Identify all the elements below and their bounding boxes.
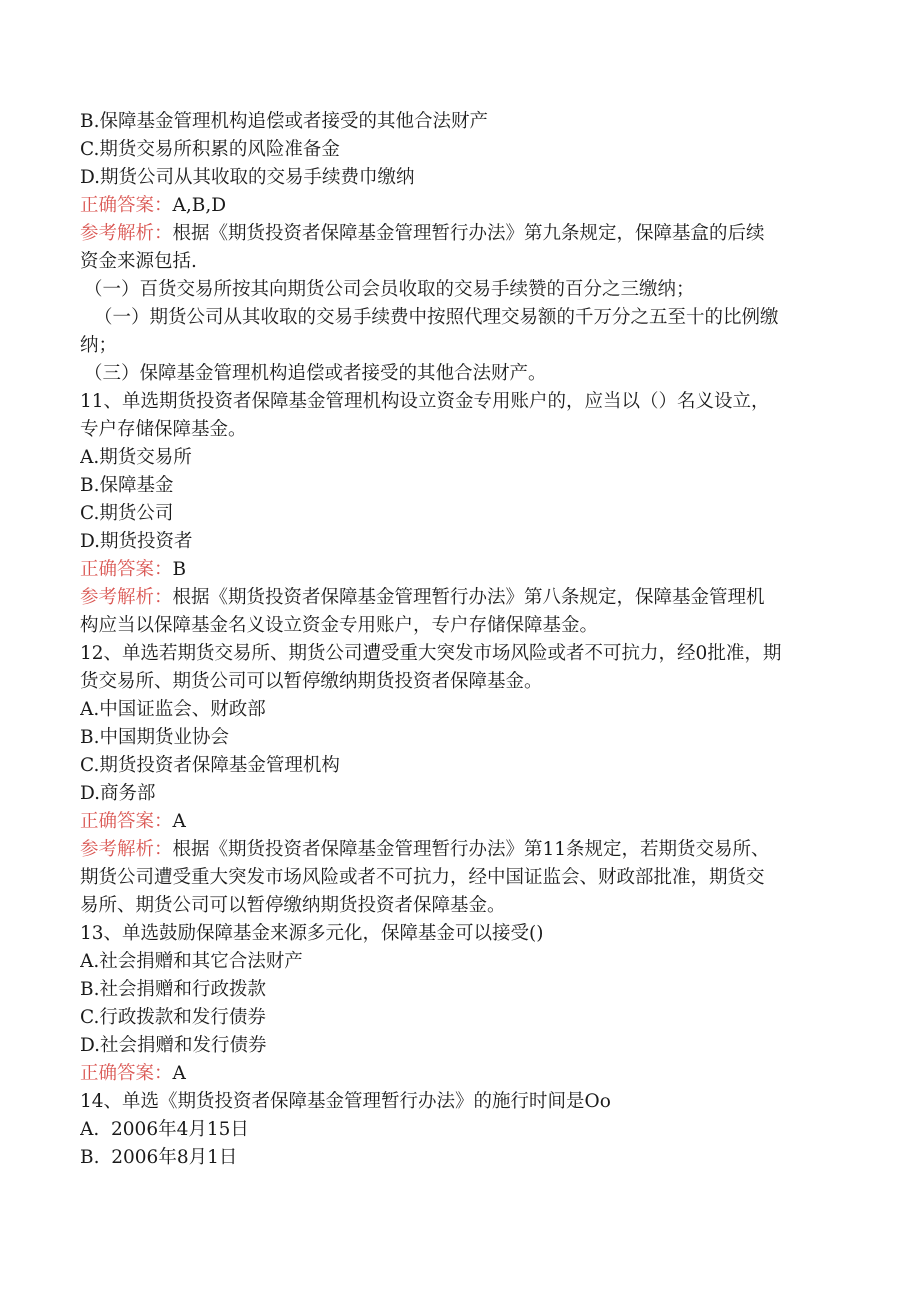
question-stem-cont: 货交易所、期货公司可以暂停缴纳期货投资者保障基金。 <box>80 671 543 692</box>
question-stem: 14、单选《期货投资者保障基金管理暂行办法》的施行时间是Oo <box>80 1091 611 1112</box>
analysis-text: 根据《期货投资者保障基金管理暂行办法》第八条规定，保障基金管理机 <box>172 587 765 608</box>
option-a: A.社会捐赠和其它合法财产 <box>80 951 303 972</box>
answer-line <box>80 556 840 584</box>
analysis-text: 根据《期货投资者保障基金管理暂行办法》第九条规定，保障基盒的后续 <box>172 223 765 244</box>
analysis-label: 参考解析： <box>80 839 173 860</box>
analysis-text-cont: 期货公司遭受重大突发市场风险或者不可抗力，经中国证监会、财政部批准，期货交 <box>80 867 765 888</box>
option-b: B. 2006年8月1日 <box>80 1147 238 1168</box>
analysis-label: 参考解析： <box>80 587 173 608</box>
analysis-item-2: （一）期货公司从其收取的交易手续费中按照代理交易额的千万分之五至十的比例缴 <box>94 307 779 328</box>
document-page <box>80 108 840 1172</box>
option-d: D.期货投资者 <box>80 531 193 552</box>
option-b: B.保障基金管理机构追偿或者接受的其他合法财产 <box>80 111 488 132</box>
answer-line <box>80 192 840 220</box>
option-c: C.期货投资者保障基金管理机构 <box>80 755 340 776</box>
option-b: B.社会捐赠和行政拨款 <box>80 979 266 1000</box>
question-stem: 12、单选若期货交易所、期货公司遭受重大突发市场风险或者不可抗力，经0批准，期 <box>80 643 782 664</box>
question-stem: 13、单选鼓励保障基金来源多元化，保障基金可以接受() <box>80 923 544 944</box>
analysis-text-cont: 资金来源包括. <box>80 251 197 272</box>
option-b: B.保障基金 <box>80 475 174 496</box>
answer-line <box>80 808 840 836</box>
option-b: B.中国期货业协会 <box>80 727 229 748</box>
analysis-text: 根据《期货投资者保障基金管理暂行办法》第11条规定，若期货交易所、 <box>172 839 770 860</box>
answer-label: 正确答案： <box>80 1063 173 1084</box>
answer-line <box>80 1060 840 1088</box>
answer-value: B <box>172 559 187 580</box>
question-stem: 11、单选期货投资者保障基金管理机构设立资金专用账户的，应当以（）名义设立， <box>80 391 770 412</box>
question-stem-cont: 专户存储保障基金。 <box>80 419 247 440</box>
option-c: C.期货公司 <box>80 503 174 524</box>
option-d: D.社会捐赠和发行债券 <box>80 1035 267 1056</box>
analysis-text-cont: 易所、期货公司可以暂停缴纳期货投资者保障基金。 <box>80 895 506 916</box>
answer-label: 正确答案： <box>80 195 173 216</box>
analysis-line <box>80 584 840 612</box>
analysis-item-3: （三）保障基金管理机构追偿或者接受的其他合法财产。 <box>84 363 547 384</box>
option-a: A.期货交易所 <box>80 447 192 468</box>
option-a: A. 2006年4月15日 <box>80 1119 249 1140</box>
option-d: D.期货公司从其收取的交易手续费巾缴纳 <box>80 167 415 188</box>
option-c: C.期货交易所积累的风险准备金 <box>80 139 340 160</box>
analysis-line <box>80 220 840 248</box>
analysis-label: 参考解析： <box>80 223 173 244</box>
option-c: C.行政拨款和发行债券 <box>80 1007 266 1028</box>
answer-value: A <box>172 1063 186 1084</box>
analysis-line <box>80 836 840 864</box>
option-a: A.中国证监会、财政部 <box>80 699 266 720</box>
answer-value: A,B,D <box>172 195 227 216</box>
analysis-text-cont: 构应当以保障基金名义设立资金专用账户，专户存储保障基金。 <box>80 615 599 636</box>
answer-value: A <box>172 811 186 832</box>
analysis-item-1: （一）百货交易所按其向期货公司会员收取的交易手续赞的百分之三缴纳； <box>84 279 695 300</box>
option-d: D.商务部 <box>80 783 156 804</box>
analysis-item-2-cont: 纳； <box>80 335 118 356</box>
answer-label: 正确答案： <box>80 559 173 580</box>
answer-label: 正确答案： <box>80 811 173 832</box>
